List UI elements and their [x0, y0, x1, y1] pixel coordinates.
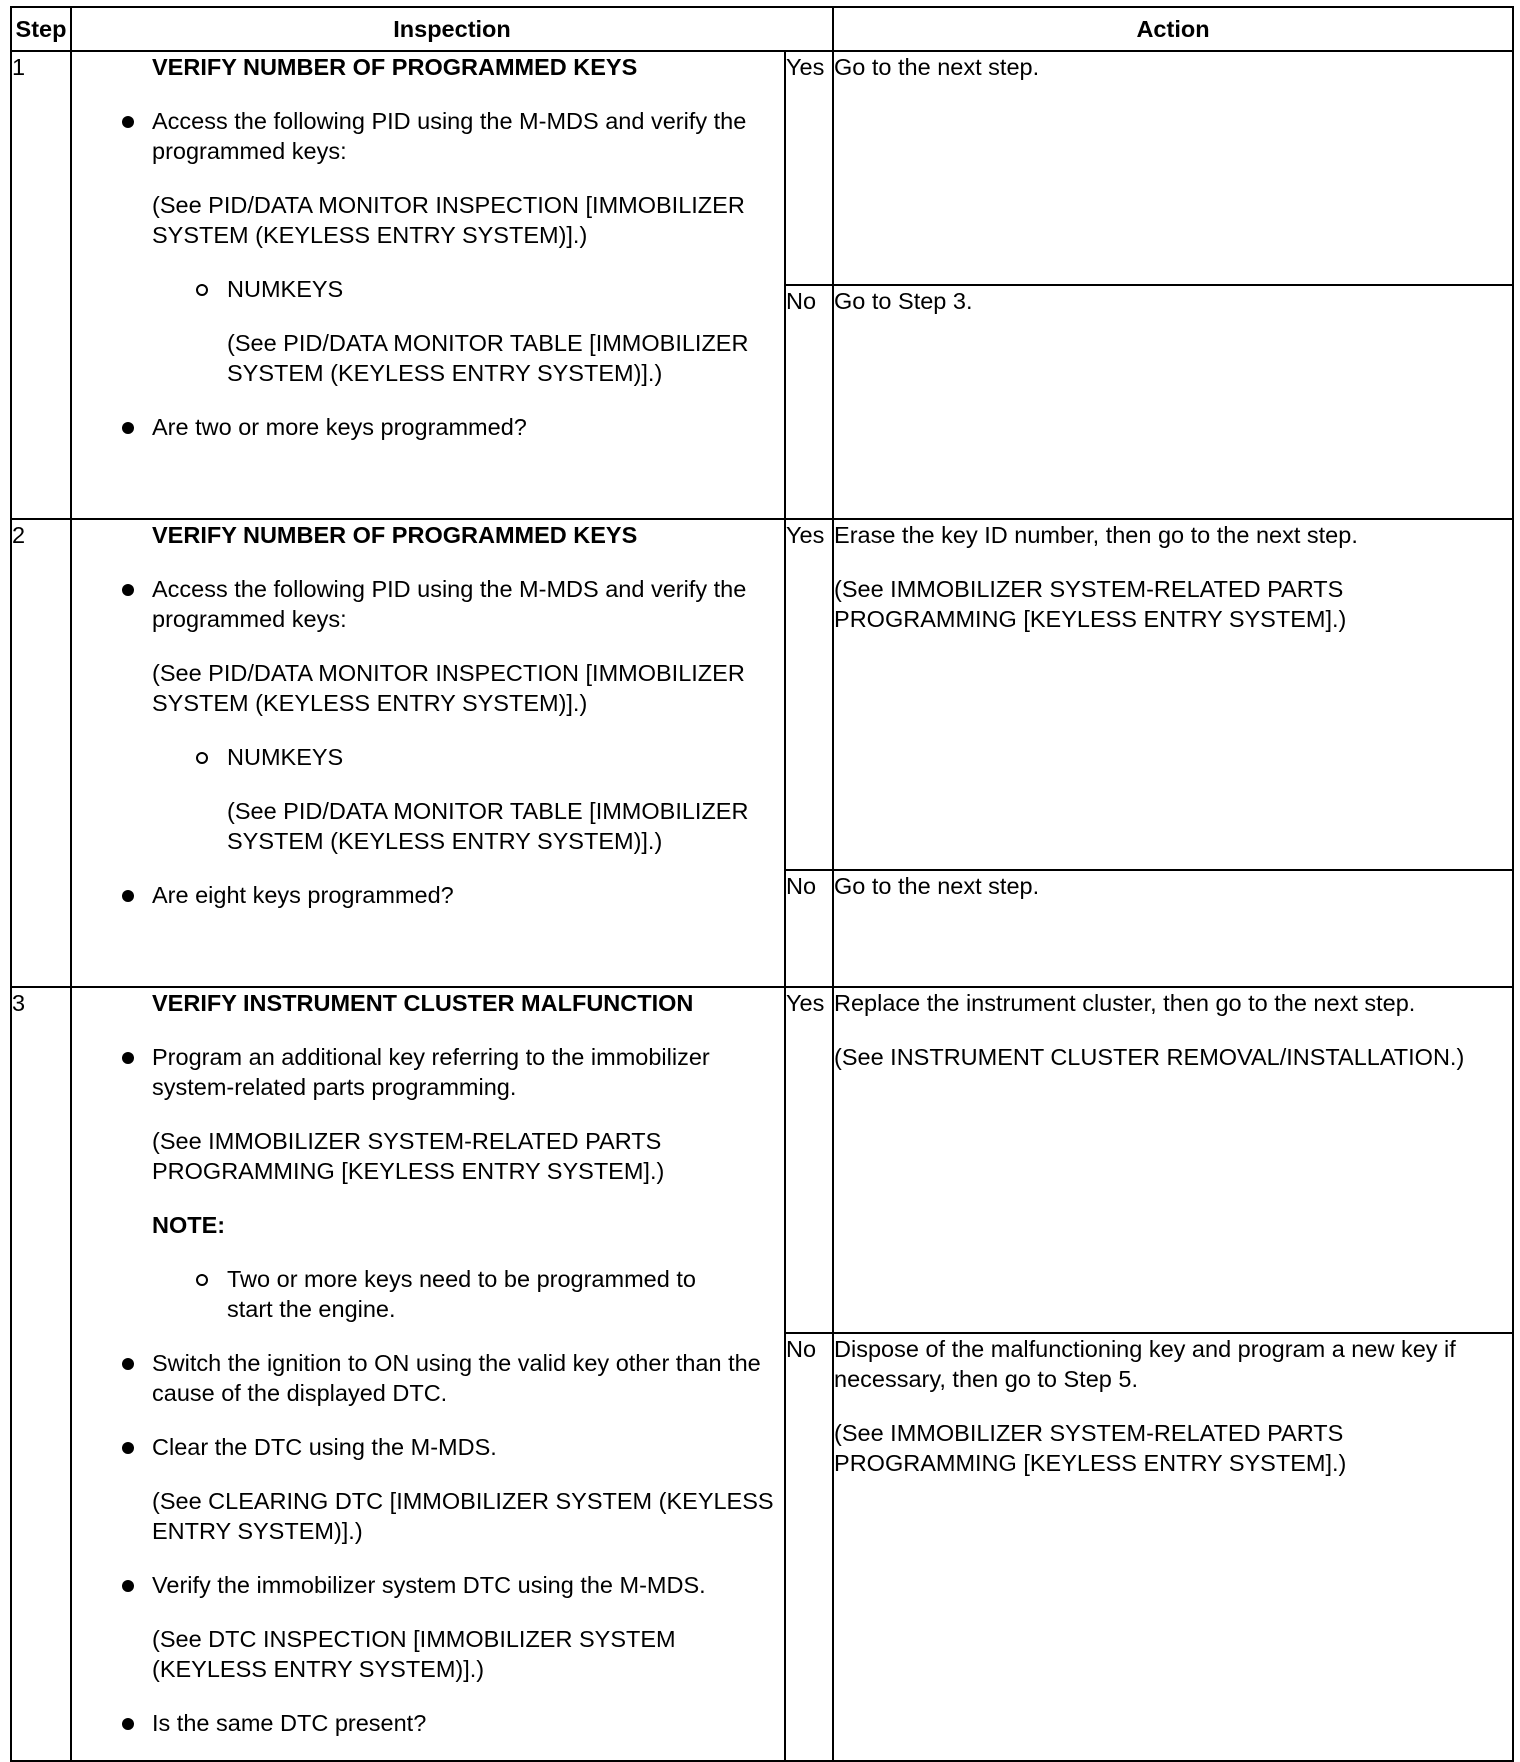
step-1-title: VERIFY NUMBER OF PROGRAMMED KEYS	[152, 54, 638, 80]
step-3-bullet-verify-dtc: Verify the immobilizer system DTC using the M-MDS.	[152, 1570, 784, 1600]
step-2-no-action: Go to the next step.	[833, 870, 1513, 987]
circle-bullet-icon	[196, 752, 208, 764]
step-3-ref-programming: (See IMMOBILIZER SYSTEM-RELATED PARTS PROGRAMMING [KEYLESS ENTRY SYSTEM].)	[152, 1128, 665, 1184]
step-2-number: 2	[11, 519, 71, 987]
step-3-ref-clearing-dtc: (See CLEARING DTC [IMMOBILIZER SYSTEM (KEYLESS ENTRY SYSTEM)].)	[152, 1488, 774, 1544]
step-3-note-sub: Two or more keys need to be programmed to start the engine.	[227, 1264, 697, 1324]
step-2-inspection	[71, 519, 785, 987]
step-3-title: VERIFY INSTRUMENT CLUSTER MALFUNCTION	[152, 990, 694, 1016]
step-1-number: 1	[11, 51, 71, 519]
step-2-yes-label: Yes	[785, 519, 833, 870]
step-3-yes-action: Replace the instrument cluster, then go to the next step. (See INSTRUMENT CLUSTER REMOVAL/INSTALLATION.)	[833, 987, 1513, 1333]
step-2-title: VERIFY NUMBER OF PROGRAMMED KEYS	[152, 522, 638, 548]
header-action: Action	[833, 7, 1513, 51]
step-1-no-action: Go to Step 3.	[833, 285, 1513, 519]
step-1-ref-pid-table: (See PID/DATA MONITOR TABLE [IMMOBILIZER SYSTEM (KEYLESS ENTRY SYSTEM)].)	[227, 330, 749, 386]
bullet-icon	[122, 1358, 134, 1370]
bullet-icon	[122, 1580, 134, 1592]
step-1-bullet-access: Access the following PID using the M-MDS and verify the programmed keys:	[152, 106, 784, 166]
step-3-number: 3	[11, 987, 71, 1761]
step-2-ref-pid-inspection: (See PID/DATA MONITOR INSPECTION [IMMOBILIZER SYSTEM (KEYLESS ENTRY SYSTEM)].)	[152, 660, 745, 716]
bullet-icon	[122, 116, 134, 128]
step-3-bullet-clear-dtc: Clear the DTC using the M-MDS.	[152, 1432, 784, 1462]
step-1-no-label: No	[785, 285, 833, 519]
step-1-inspection	[71, 51, 785, 519]
step-3-inspection	[71, 987, 785, 1761]
header-step: Step	[11, 7, 71, 51]
step-2-yes-action: Erase the key ID number, then go to the next step. (See IMMOBILIZER SYSTEM-RELATED PARTS PROGRAMMING [KEYLESS ENTRY SYSTEM].)	[833, 519, 1513, 870]
step-2-sub-numkeys: NUMKEYS	[227, 742, 784, 772]
bullet-icon	[122, 1442, 134, 1454]
bullet-icon	[122, 422, 134, 434]
step-3-yes-label: Yes	[785, 987, 833, 1333]
step-3-ref-dtc-inspection: (See DTC INSPECTION [IMMOBILIZER SYSTEM (KEYLESS ENTRY SYSTEM)].)	[152, 1626, 676, 1682]
step-3-note-label: NOTE:	[152, 1212, 226, 1238]
step-1-question: Are two or more keys programmed?	[152, 412, 784, 442]
step-2-ref-pid-table: (See PID/DATA MONITOR TABLE [IMMOBILIZER SYSTEM (KEYLESS ENTRY SYSTEM)].)	[227, 798, 749, 854]
step-3-no-action: Dispose of the malfunctioning key and program a new key if necessary, then go to Step 5. (See IMMOBILIZER SYSTEM-RELATED PARTS PROGRAMMING [KEYLESS ENTRY SYSTEM].)	[833, 1333, 1513, 1761]
step-1-sub-numkeys: NUMKEYS	[227, 274, 784, 304]
bullet-icon	[122, 1718, 134, 1730]
step-2-bullet-access: Access the following PID using the M-MDS and verify the programmed keys:	[152, 574, 784, 634]
step-3-no-label: No	[785, 1333, 833, 1761]
table-header-row	[11, 7, 1513, 51]
step-2-question: Are eight keys programmed?	[152, 880, 784, 910]
bullet-icon	[122, 1052, 134, 1064]
step-1-yes-label: Yes	[785, 51, 833, 285]
step-2-no-label: No	[785, 870, 833, 987]
step-3-yes-row	[11, 987, 1513, 1333]
step-3-question: Is the same DTC present?	[152, 1708, 784, 1738]
step-3-bullet-ignition: Switch the ignition to ON using the valid key other than the cause of the displayed DTC.	[152, 1348, 784, 1408]
header-inspection: Inspection	[71, 7, 833, 51]
step-1-yes-action: Go to the next step.	[833, 51, 1513, 285]
step-1-ref-pid-inspection: (See PID/DATA MONITOR INSPECTION [IMMOBILIZER SYSTEM (KEYLESS ENTRY SYSTEM)].)	[152, 192, 745, 248]
step-3-bullet-program: Program an additional key referring to the immobilizer system-related parts programming.	[152, 1042, 784, 1102]
bullet-icon	[122, 890, 134, 902]
circle-bullet-icon	[196, 1274, 208, 1286]
circle-bullet-icon	[196, 284, 208, 296]
bullet-icon	[122, 584, 134, 596]
procedure-page	[10, 6, 1512, 1756]
step-2-yes-row	[11, 519, 1513, 870]
step-1-yes-row	[11, 51, 1513, 285]
inspection-procedure-table	[10, 6, 1514, 1762]
